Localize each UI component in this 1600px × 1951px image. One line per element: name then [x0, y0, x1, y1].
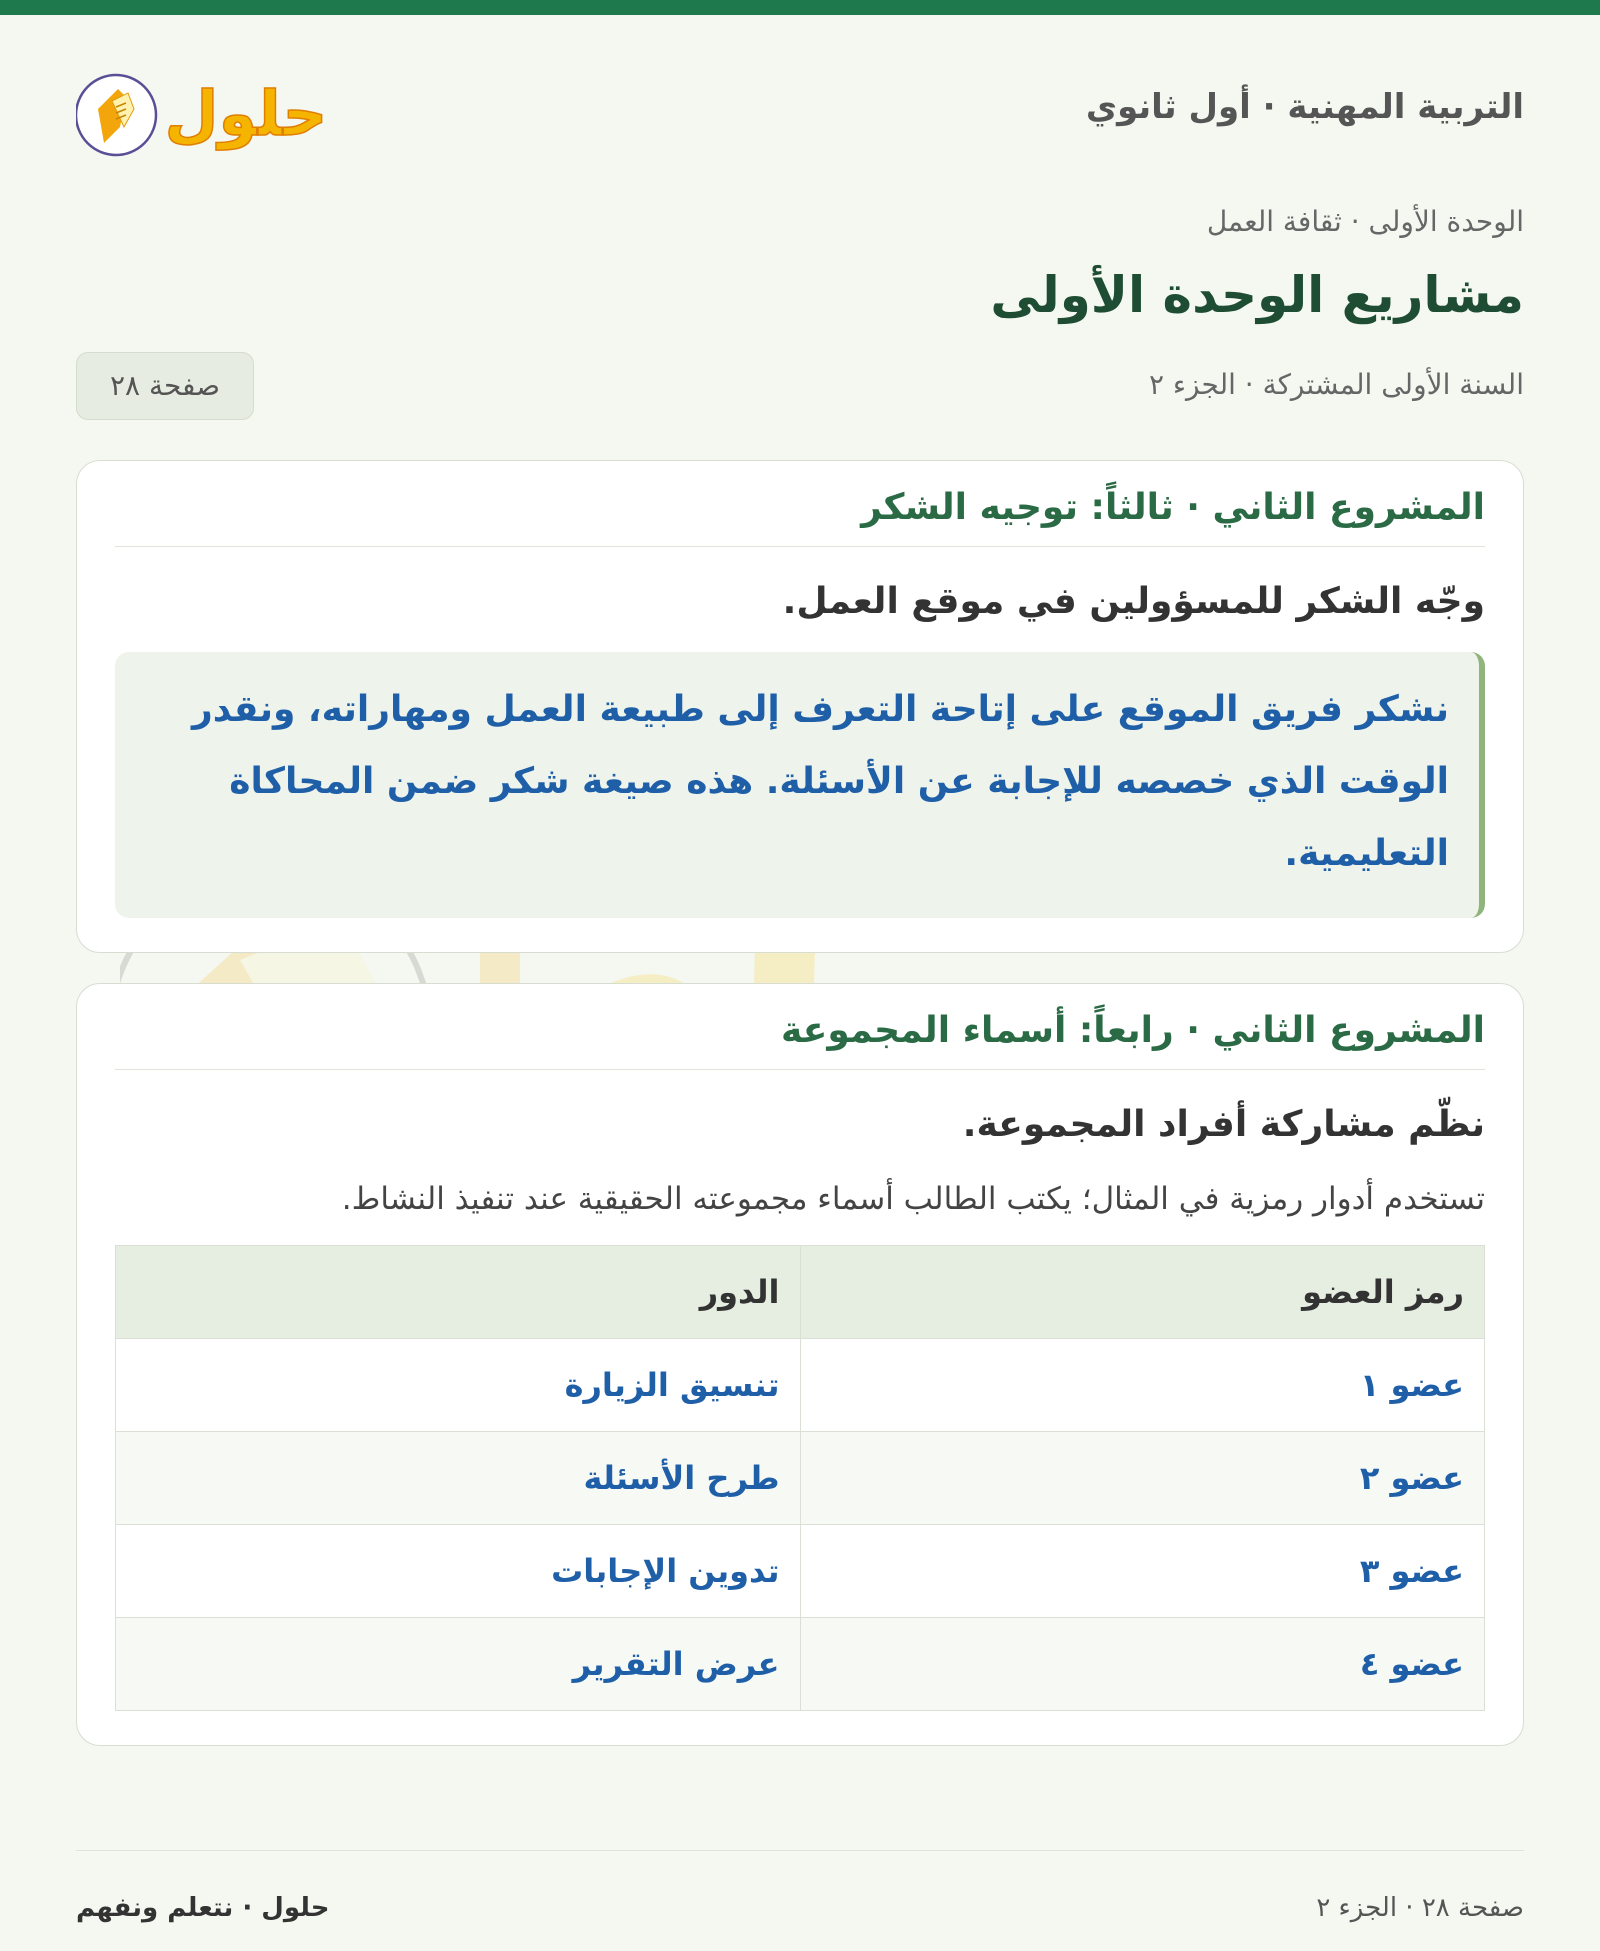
role-cell: تنسيق الزيارة [116, 1339, 801, 1432]
page-footer [76, 1850, 1524, 1931]
table-row [116, 1339, 1485, 1432]
page-title: مشاريع الوحدة الأولى [990, 266, 1524, 324]
brand-logo[interactable] [76, 65, 336, 165]
member-cell: عضو ٣ [800, 1525, 1485, 1618]
group-note: تستخدم أدوار رمزية في المثال؛ يكتب الطالب أسماء مجموعته الحقيقية عند تنفيذ النشاط. [341, 1181, 1485, 1217]
member-cell: عضو ٢ [800, 1432, 1485, 1525]
member-cell: عضو ٤ [800, 1618, 1485, 1711]
svg-text:حلول: حلول [164, 77, 328, 150]
table-row [116, 1432, 1485, 1525]
card-title-group: المشروع الثاني · رابعاً: أسماء المجموعة [115, 1010, 1485, 1070]
task-instruction-thanks: وجّه الشكر للمسؤولين في موقع العمل. [782, 581, 1485, 622]
role-cell: طرح الأسئلة [116, 1432, 801, 1525]
group-card [76, 983, 1524, 1746]
course-subtitle: السنة الأولى المشتركة · الجزء ٢ [1148, 368, 1524, 401]
footer-page-info: صفحة ٢٨ · الجزء ٢ [1316, 1893, 1524, 1923]
group-roles-table [115, 1245, 1485, 1711]
top-accent-bar [0, 0, 1600, 15]
breadcrumb: الوحدة الأولى · ثقافة العمل [1206, 205, 1524, 238]
thanks-card [76, 460, 1524, 953]
role-cell: تدوين الإجابات [116, 1525, 801, 1618]
member-cell: عضو ١ [800, 1339, 1485, 1432]
task-instruction-group: نظّم مشاركة أفراد المجموعة. [962, 1104, 1485, 1145]
meta-row [76, 352, 1524, 420]
column-header-role: الدور [116, 1246, 801, 1339]
course-title: التربية المهنية · أول ثانوي [1085, 87, 1524, 127]
column-header-member: رمز العضو [800, 1246, 1485, 1339]
table-header-row [116, 1246, 1485, 1339]
table-row [116, 1525, 1485, 1618]
footer-brand-slogan: حلول · نتعلم ونفهم [76, 1893, 330, 1923]
book-logo-icon [76, 65, 336, 165]
card-title-thanks: المشروع الثاني · ثالثاً: توجيه الشكر [115, 487, 1485, 547]
role-cell: عرض التقرير [116, 1618, 801, 1711]
page-header [76, 15, 1524, 185]
page-number-badge: صفحة ٢٨ [76, 352, 254, 420]
table-row [116, 1618, 1485, 1711]
answer-box-thanks: نشكر فريق الموقع على إتاحة التعرف إلى طبيعة العمل ومهاراته، ونقدر الوقت الذي خصصه للإجابة عن الأسئلة. هذه صيغة شكر ضمن المحاكاة التعليمية. [115, 652, 1485, 918]
